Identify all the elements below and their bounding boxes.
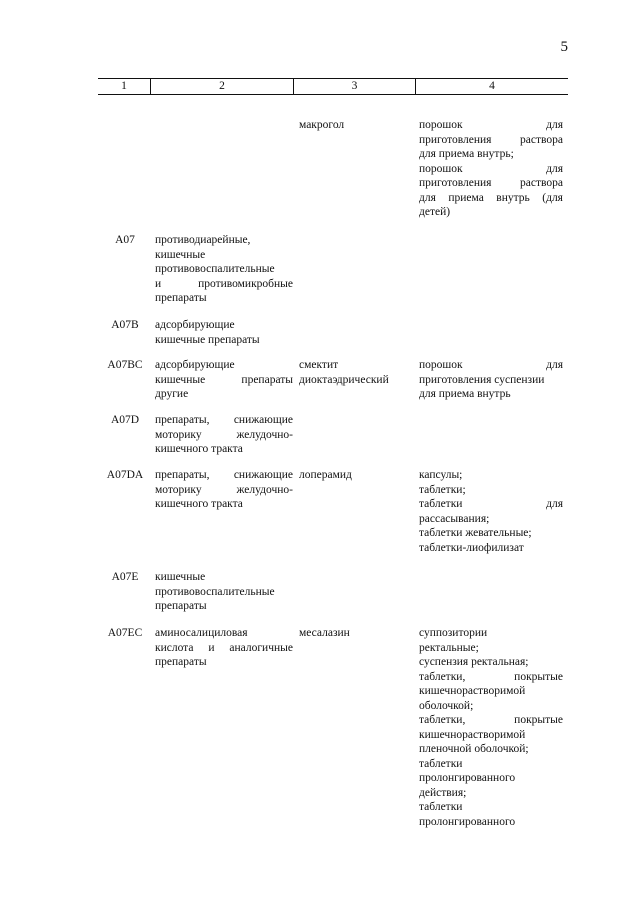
group-name [155,233,293,306]
word: желудочно- [236,483,293,496]
word: (для [542,191,563,204]
word: капсулы; [419,469,463,481]
dosage-form-line [419,800,563,815]
word: кишечнорастворимой [419,685,526,697]
dosage-form-line [419,512,563,527]
word: кислота [155,641,194,654]
word: порошок [419,162,463,175]
dosage-forms [419,118,563,220]
word: противомикробные [198,277,293,290]
word: диоктаэдрический [299,373,389,386]
word: рассасывания; [419,512,490,525]
word: раствора [520,177,563,189]
word: ректальные; [419,641,479,654]
dosage-form-line [419,497,563,512]
drug-name-line [299,118,414,133]
word: кишечные препараты [155,333,260,346]
dosage-form-line [419,713,563,728]
dosage-form-line [419,358,563,373]
word: приготовления суспензии [419,373,545,386]
dosage-form-line [419,373,563,388]
atc-code: A07BC [107,359,143,371]
page-number: 5 [560,39,568,55]
word: пленочной оболочкой; [419,743,529,755]
word: для [546,359,563,371]
word: смектит [299,359,339,371]
word: препараты [241,373,293,386]
dosage-form-line [419,728,563,743]
dosage-form-line [419,757,563,772]
header-col-2: 2 [151,79,294,94]
word: препараты, [155,414,210,426]
word: снижающие [233,469,293,481]
word: для [546,162,563,175]
dosage-form-line [419,147,563,162]
word: таблетки [419,498,463,510]
dosage-forms [419,358,563,402]
group-name-line [155,570,293,585]
word: противовоспалительные [155,585,275,598]
drug-name [299,468,414,483]
dosage-form-line [419,468,563,483]
dosage-form-line [419,815,563,830]
group-name [155,318,293,347]
dosage-form-line [419,670,563,685]
group-name [155,413,293,457]
word: внутрь [496,191,530,204]
word: препараты [155,656,207,668]
dosage-form-line [419,626,563,641]
dosage-form-line [419,387,563,402]
atc-code: A07D [110,414,140,426]
header-col-3: 3 [294,79,416,94]
group-name-line [155,291,293,306]
dosage-form-line [419,162,563,177]
word: покрытые [514,670,563,683]
drug-name [299,118,414,133]
group-name-line [155,373,293,388]
header-col-1: 1 [98,79,151,94]
dosage-form-line [419,205,563,220]
dosage-form-line [419,176,563,191]
word: кишечного тракта [155,498,243,510]
word: моторику [155,483,202,496]
group-name-line [155,413,293,428]
word: таблетки-лиофилизат [419,541,524,554]
dosage-form-line [419,699,563,714]
drug-name-line [299,358,414,373]
word: суппозитории [419,627,488,639]
atc-code: A07DA [106,469,144,481]
group-name [155,626,293,670]
word: для [546,119,563,131]
word: таблетки [419,757,463,770]
word: снижающие [233,414,293,426]
word: моторику [155,428,202,441]
group-name [155,358,293,402]
group-name-line [155,585,293,600]
word: адсорбирующие [155,359,235,371]
word: порошок [419,119,463,131]
group-name [155,570,293,614]
drug-name [299,358,414,387]
word: для [546,498,563,510]
word: другие [155,388,189,400]
dosage-form-line [419,541,563,556]
drug-name-line [299,373,414,388]
word: препараты, [155,469,210,481]
word: раствора [520,133,563,146]
atc-code: A07EC [107,627,143,639]
word: пролонгированного [419,772,516,784]
word: препараты [155,292,207,304]
word: кишечные [155,373,206,386]
group-name-line [155,262,293,277]
group-name-line [155,428,293,443]
group-name-line [155,468,293,483]
group-name-line [155,248,293,263]
word: суспензия ректальная; [419,656,529,668]
word: таблетки жевательные; [419,527,532,539]
group-name-line [155,333,293,348]
word: противодиарейные, [155,234,251,246]
word: противовоспалительные [155,263,275,275]
dosage-form-line [419,655,563,670]
word: для приема внутрь; [419,148,514,160]
group-name-line [155,599,293,614]
atc-code: A07B [111,319,139,331]
group-name-line [155,387,293,402]
word: покрытые [514,714,563,726]
word: таблетки, [419,670,466,683]
dosage-forms [419,468,563,555]
word: желудочно- [236,428,293,441]
word: аминосалициловая [155,627,248,639]
word: таблетки, [419,714,466,726]
group-name-line [155,655,293,670]
word: приготовления [419,133,492,146]
header-col-4: 4 [489,80,495,92]
group-name-line [155,318,293,333]
group-name-line [155,641,293,656]
word: для приема внутрь [419,388,511,400]
dosage-form-line [419,742,563,757]
group-name-line [155,483,293,498]
word: аналогичные [229,641,293,654]
group-name-line [155,233,293,248]
word: лоперамид [299,469,352,481]
word: кишечные [155,248,206,261]
word: препараты [155,600,207,612]
word: действия; [419,786,467,799]
dosage-form-line [419,191,563,206]
group-name-line [155,497,293,512]
word: порошок [419,359,463,371]
word: оболочкой; [419,699,474,712]
word: детей) [419,206,451,218]
table-header-row [98,78,568,95]
dosage-form-line [419,641,563,656]
dosage-form-line [419,786,563,801]
word: приготовления [419,177,492,189]
group-name-line [155,442,293,457]
word: месалазин [299,627,350,639]
word: адсорбирующие [155,319,235,331]
group-name-line [155,626,293,641]
word: и [155,277,162,290]
word: таблетки; [419,483,466,496]
word: для [419,191,436,204]
word: пролонгированного [419,815,516,828]
dosage-form-line [419,483,563,498]
dosage-form-line [419,771,563,786]
dosage-form-line [419,133,563,148]
word: кишечного тракта [155,443,243,455]
atc-code: A07E [111,571,139,583]
dosage-form-line [419,526,563,541]
drug-name [299,626,414,641]
word: таблетки [419,801,463,813]
dosage-form-line [419,684,563,699]
group-name-line [155,358,293,373]
dosage-form-line [419,118,563,133]
group-name-line [155,277,293,292]
atc-code: A07 [115,234,135,246]
word: и [208,641,215,654]
drug-name-line [299,626,414,641]
word: кишечнорастворимой [419,728,526,741]
drug-name-line [299,468,414,483]
word: приема [448,191,484,204]
dosage-forms [419,626,563,829]
word: макрогол [299,119,345,131]
word: кишечные [155,571,206,583]
group-name [155,468,293,512]
